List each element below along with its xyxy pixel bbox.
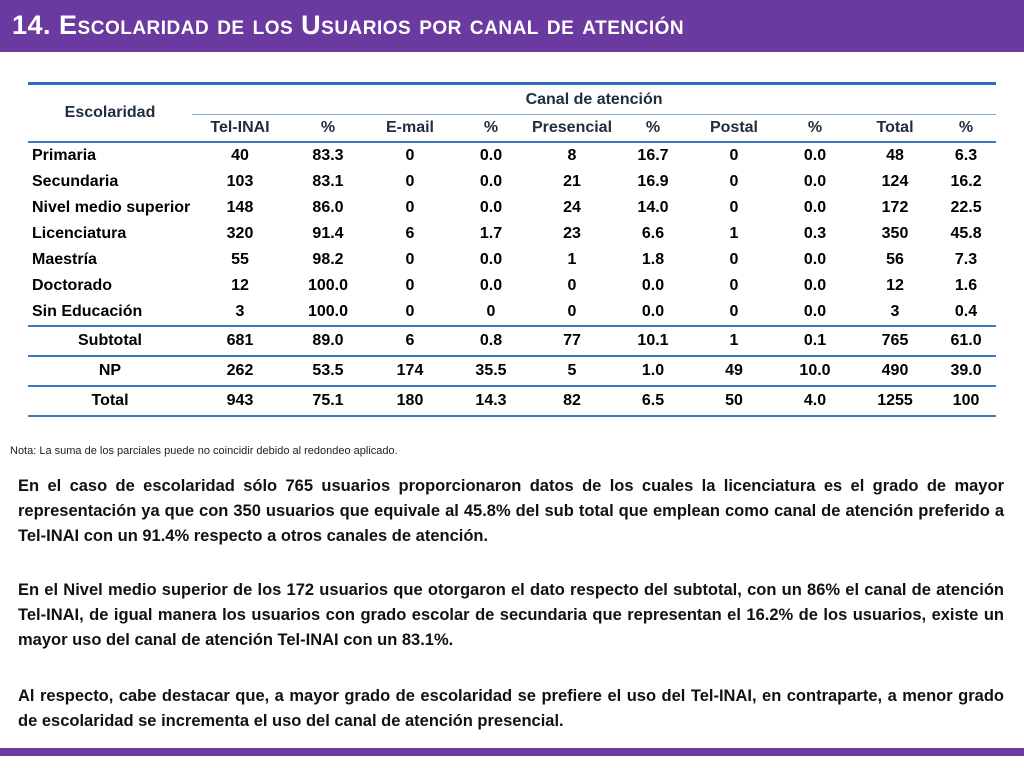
table-cell: 180 <box>368 386 452 416</box>
table-cell: 0 <box>405 147 415 164</box>
row-label: Primaria <box>32 147 97 164</box>
table-cell: 23 <box>563 225 581 242</box>
table-cell: 0 <box>405 251 415 268</box>
table-cell: 6.3 <box>954 147 978 164</box>
table-row <box>28 169 996 195</box>
table-cell: 0.0 <box>641 277 665 294</box>
table-cell: 49 <box>692 356 776 386</box>
table-cell: 0 <box>729 147 739 164</box>
paragraph: En el Nivel medio superior de los 172 usuarios que otorgaron el dato respecto del subtotal, con un 86% el canal de atención Tel-INAI, de igual manera los usuarios con grado escolar de secundaria que representan el 16.2% de los usuarios, existe un mayor uso del canal de atención Tel-INAI con un 83.1%. <box>18 581 1004 649</box>
row-label: Licenciatura <box>32 225 127 242</box>
table-row <box>28 221 996 247</box>
table-cell: 0.0 <box>479 147 503 164</box>
table-cell: 100.0 <box>307 303 349 320</box>
table-cell: 6 <box>368 326 452 356</box>
table-cell: 1 <box>567 251 577 268</box>
bottom-bar <box>0 748 1024 756</box>
column-header: Postal <box>692 115 776 143</box>
table-cell: 0.0 <box>479 277 503 294</box>
table-cell: 1 <box>729 225 739 242</box>
group-header: Canal de atención <box>192 84 996 115</box>
table-cell: 0.3 <box>803 225 827 242</box>
table-cell: 0 <box>729 303 739 320</box>
table-cell: 91.4 <box>312 225 344 242</box>
row-label: Doctorado <box>32 277 112 294</box>
table-cell: 83.3 <box>312 147 344 164</box>
table-cell: 0.0 <box>479 199 503 216</box>
table-row <box>28 142 996 169</box>
table-cell: 0.1 <box>776 326 854 356</box>
table-cell: 12 <box>886 277 904 294</box>
table-cell: 4.0 <box>776 386 854 416</box>
summary-row <box>28 386 996 416</box>
page-title: 14. Escolaridad de los Usuarios por canal de atención <box>12 10 685 40</box>
title-bar <box>0 0 1024 52</box>
table-cell: 16.7 <box>637 147 669 164</box>
table-cell: 0.8 <box>452 326 530 356</box>
table-row <box>28 195 996 221</box>
column-header: Presencial <box>530 115 614 143</box>
table-cell: 943 <box>192 386 288 416</box>
table-cell: 8 <box>567 147 577 164</box>
row-label: Maestría <box>32 251 97 268</box>
table-cell: 5 <box>530 356 614 386</box>
row-label: Total <box>28 386 192 416</box>
table-cell: 0.0 <box>641 303 665 320</box>
column-header: % <box>614 115 692 143</box>
column-header: % <box>776 115 854 143</box>
table-cell: 6.6 <box>641 225 665 242</box>
schooling-table-container <box>28 82 996 417</box>
table-cell: 75.1 <box>288 386 368 416</box>
table-cell: 765 <box>854 326 936 356</box>
table-cell: 14.0 <box>637 199 669 216</box>
table-cell: 350 <box>881 225 909 242</box>
table-cell: 10.1 <box>614 326 692 356</box>
table-cell: 0 <box>729 277 739 294</box>
table-cell: 0.0 <box>803 277 827 294</box>
table-cell: 0 <box>405 173 415 190</box>
table-cell: 0 <box>405 303 415 320</box>
column-header: Tel-INAI <box>192 115 288 143</box>
table-cell: 490 <box>854 356 936 386</box>
table-cell: 124 <box>881 173 909 190</box>
table-cell: 148 <box>226 199 254 216</box>
table-cell: 100.0 <box>307 277 349 294</box>
table-cell: 0.0 <box>479 251 503 268</box>
table-cell: 3 <box>890 303 900 320</box>
table-cell: 681 <box>192 326 288 356</box>
table-cell: 14.3 <box>452 386 530 416</box>
table-row <box>28 273 996 299</box>
table-cell: 16.9 <box>637 173 669 190</box>
table-cell: 1.7 <box>479 225 503 242</box>
table-cell: 1255 <box>854 386 936 416</box>
table-cell: 1.6 <box>954 277 978 294</box>
table-cell: 82 <box>530 386 614 416</box>
table-cell: 0 <box>729 199 739 216</box>
table-cell: 3 <box>235 303 245 320</box>
column-header: % <box>288 115 368 143</box>
table-cell: 262 <box>192 356 288 386</box>
table-row <box>28 299 996 326</box>
footnote: Nota: La suma de los parciales puede no coincidir debido al redondeo aplicado. <box>10 445 398 457</box>
table-cell: 0 <box>729 173 739 190</box>
table-row <box>28 247 996 273</box>
schooling-table <box>28 82 996 417</box>
table-cell: 16.2 <box>950 173 982 190</box>
table-cell: 0.0 <box>803 199 827 216</box>
table-cell: 0.0 <box>803 303 827 320</box>
table-cell: 53.5 <box>288 356 368 386</box>
column-header: Total <box>854 115 936 143</box>
table-cell: 86.0 <box>312 199 344 216</box>
table-cell: 0 <box>729 251 739 268</box>
table-cell: 0 <box>405 199 415 216</box>
table-cell: 12 <box>231 277 249 294</box>
table-cell: 0.0 <box>803 147 827 164</box>
column-header: E-mail <box>368 115 452 143</box>
row-label: Secundaria <box>32 173 119 190</box>
row-label: Subtotal <box>28 326 192 356</box>
table-cell: 0.4 <box>954 303 978 320</box>
table-cell: 0.0 <box>479 173 503 190</box>
table-cell: 0 <box>567 277 577 294</box>
table-cell: 21 <box>563 173 581 190</box>
table-cell: 6.5 <box>614 386 692 416</box>
summary-row <box>28 356 996 386</box>
table-cell: 10.0 <box>776 356 854 386</box>
table-cell: 39.0 <box>936 356 996 386</box>
table-cell: 7.3 <box>954 251 978 268</box>
table-cell: 77 <box>530 326 614 356</box>
paragraph: Al respecto, cabe destacar que, a mayor grado de escolaridad se prefiere el uso del Tel-INAI, en contraparte, a menor grado de escolaridad se incrementa el uso del canal de atención presencial. <box>18 687 1004 730</box>
table-cell: 1.8 <box>641 251 665 268</box>
table-cell: 6 <box>405 225 415 242</box>
table-cell: 48 <box>886 147 904 164</box>
table-cell: 0.0 <box>803 251 827 268</box>
row-label: NP <box>28 356 192 386</box>
table-cell: 56 <box>886 251 904 268</box>
row-header: Escolaridad <box>28 84 192 143</box>
table-cell: 0 <box>486 303 496 320</box>
table-cell: 55 <box>231 251 249 268</box>
table-cell: 172 <box>881 199 909 216</box>
table-cell: 320 <box>226 225 254 242</box>
table-cell: 100 <box>936 386 996 416</box>
summary-row <box>28 326 996 356</box>
table-cell: 35.5 <box>452 356 530 386</box>
column-header: % <box>936 115 996 143</box>
table-cell: 1.0 <box>614 356 692 386</box>
paragraph: En el caso de escolaridad sólo 765 usuarios proporcionaron datos de los cuales la licenciatura es el grado de mayor representación ya que con 350 usuarios que equivale al 45.8% del sub total que emplean como canal de atención preferido a Tel-INAI con un 91.4% respecto a otros canales de atención. <box>18 477 1004 545</box>
table-cell: 83.1 <box>312 173 344 190</box>
table-cell: 103 <box>226 173 254 190</box>
table-cell: 24 <box>563 199 581 216</box>
table-cell: 174 <box>368 356 452 386</box>
table-cell: 89.0 <box>288 326 368 356</box>
table-cell: 40 <box>231 147 249 164</box>
table-cell: 0 <box>567 303 577 320</box>
row-label: Nivel medio superior <box>32 199 191 216</box>
table-cell: 22.5 <box>950 199 982 216</box>
table-cell: 98.2 <box>312 251 344 268</box>
table-cell: 0 <box>405 277 415 294</box>
table-cell: 61.0 <box>936 326 996 356</box>
table-cell: 0.0 <box>803 173 827 190</box>
table-cell: 45.8 <box>950 225 982 242</box>
table-cell: 50 <box>692 386 776 416</box>
row-label: Sin Educación <box>32 303 143 320</box>
table-cell: 1 <box>692 326 776 356</box>
column-header: % <box>452 115 530 143</box>
